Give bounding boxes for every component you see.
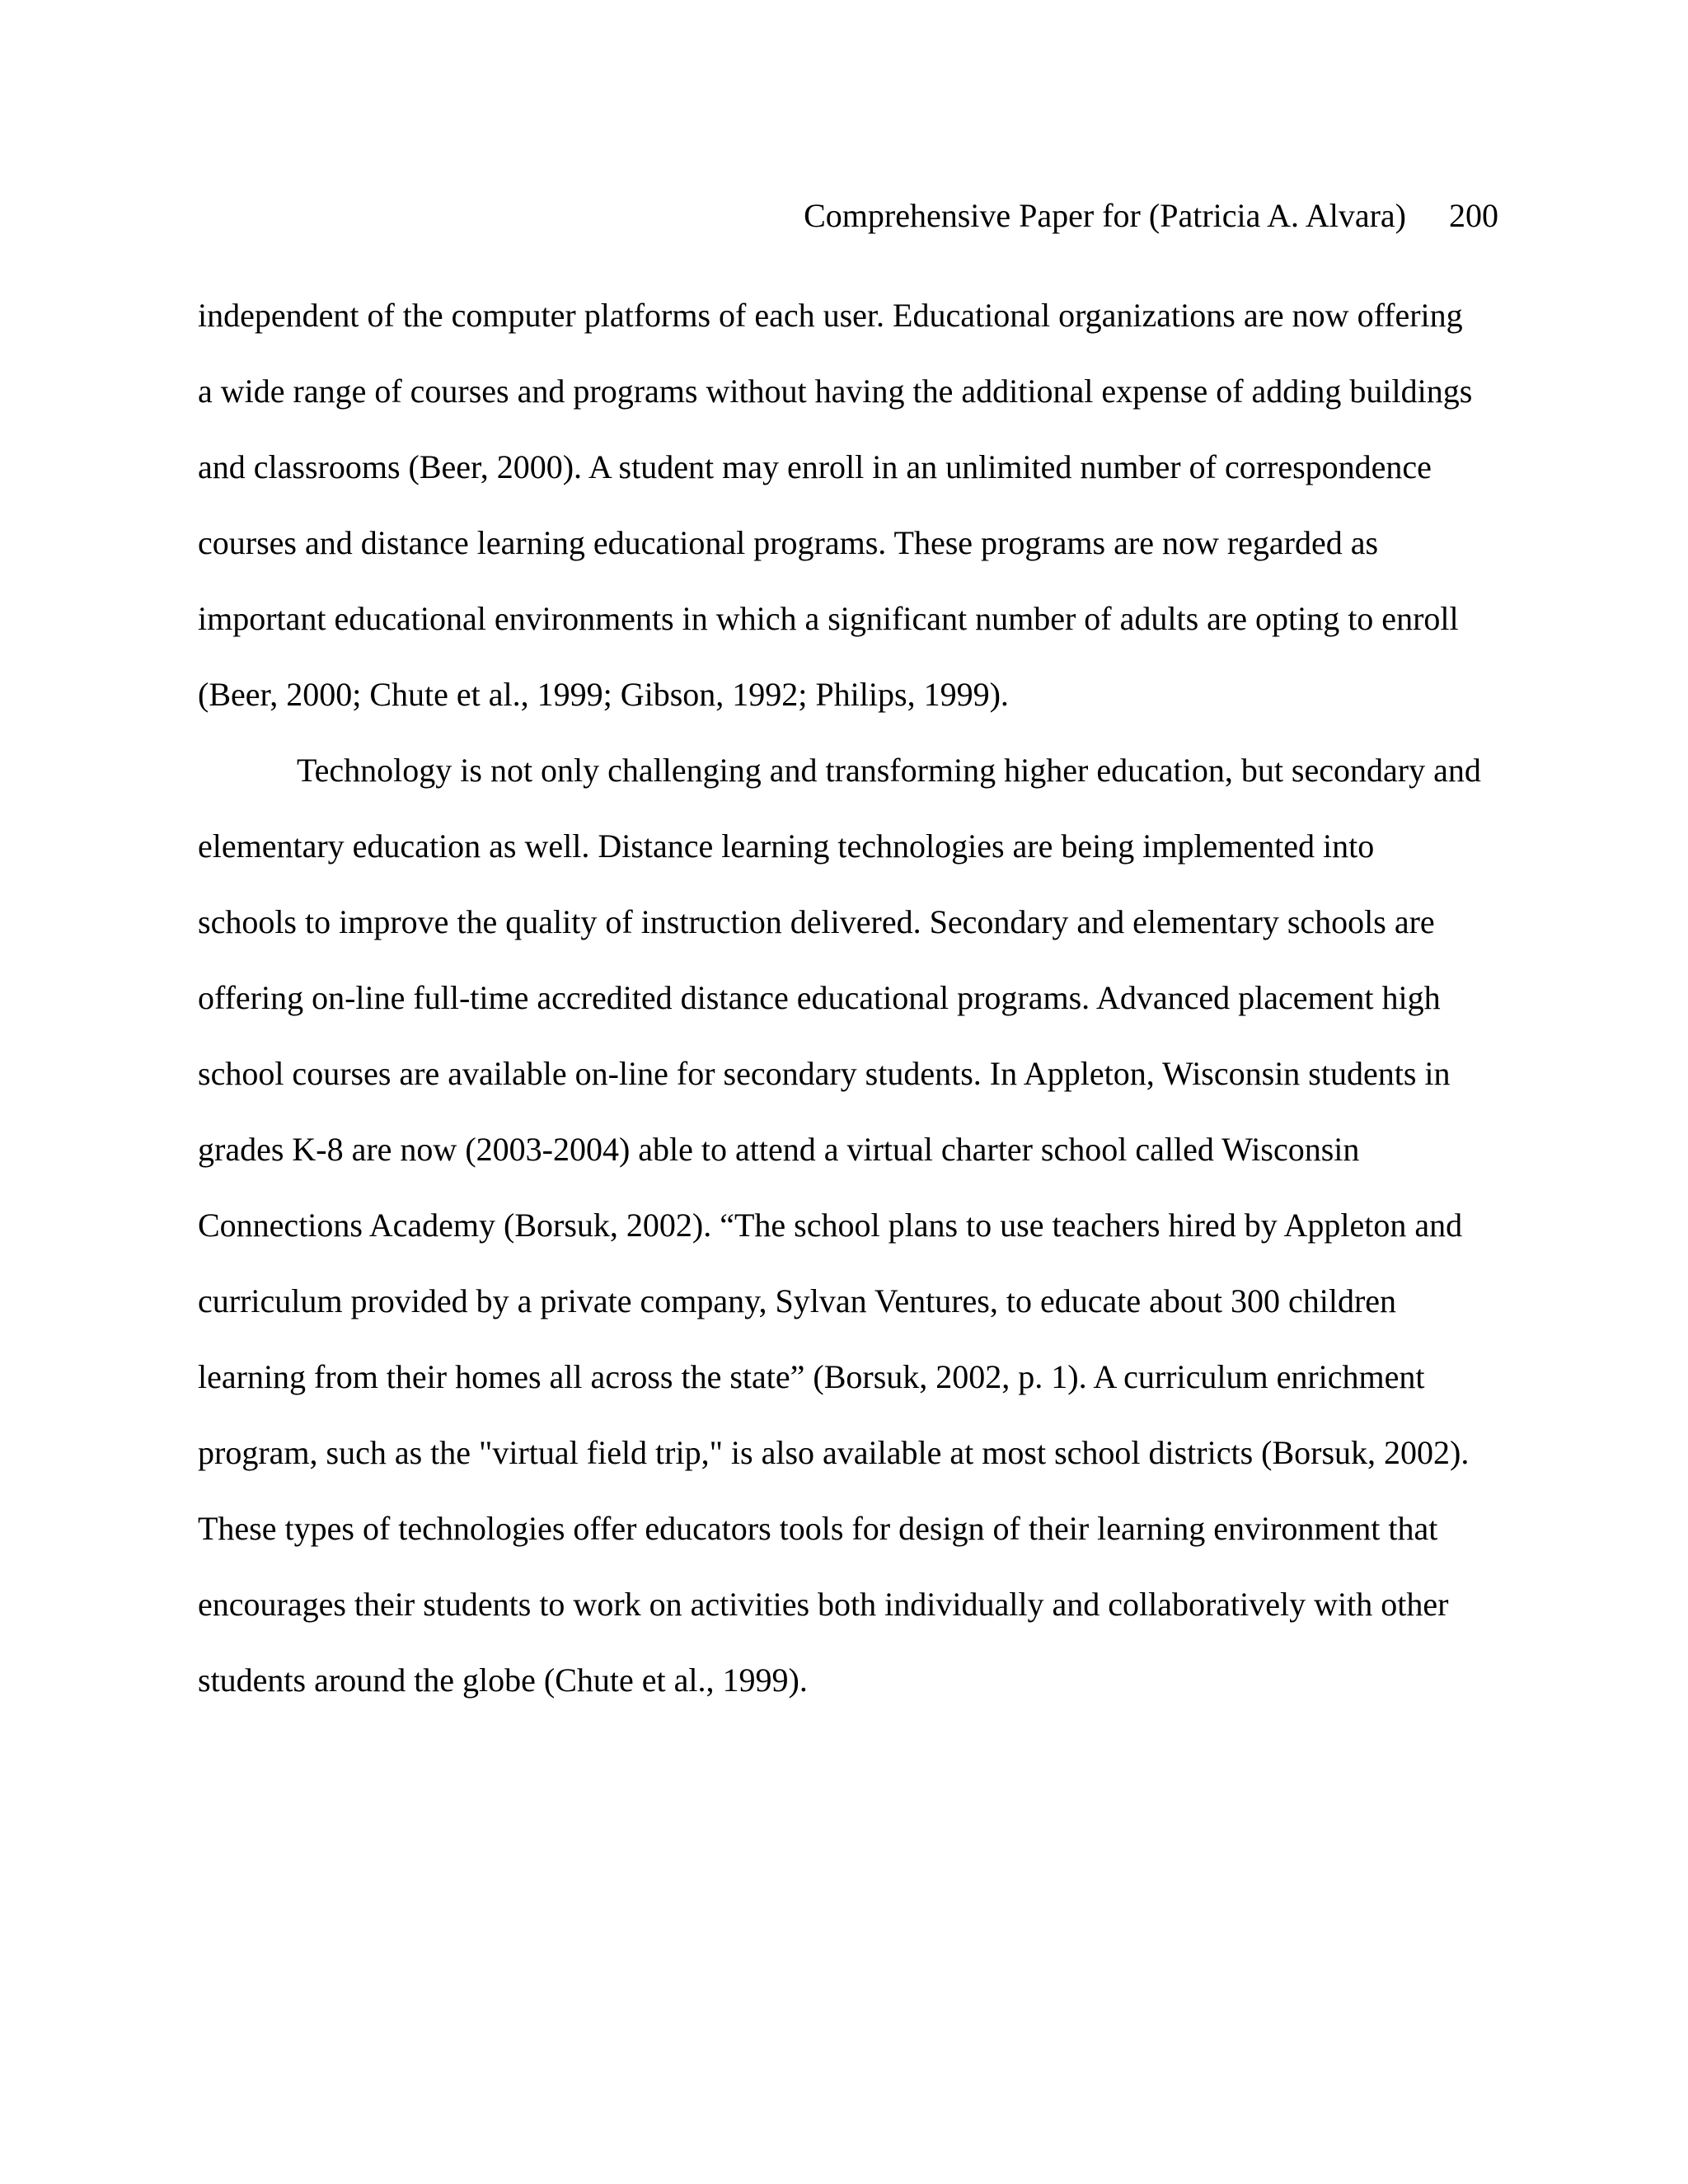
page-number: 200: [1449, 197, 1498, 234]
text-line: courses and distance learning educational programs. These programs are now regarded as: [198, 524, 1379, 561]
text-line: (Beer, 2000; Chute et al., 1999; Gibson, 1992; Philips, 1999).: [198, 676, 1009, 713]
text-line: schools to improve the quality of instruction delivered. Secondary and elementary schools are: [198, 903, 1435, 940]
paragraph-first-line: Technology is not only challenging and transforming higher education, but secondary and: [297, 752, 1481, 789]
running-head-title: Comprehensive Paper for (Patricia A. Alvara): [804, 197, 1406, 234]
text-line: school courses are available on-line for secondary students. In Appleton, Wisconsin students in: [198, 1055, 1451, 1092]
text-line: elementary education as well. Distance learning technologies are being implemented into: [198, 827, 1375, 865]
text-line: learning from their homes all across the state” (Borsuk, 2002, p. 1). A curriculum enrichment: [198, 1358, 1425, 1395]
text-line: curriculum provided by a private company, Sylvan Ventures, to educate about 300 children: [198, 1282, 1397, 1319]
text-line: offering on-line full-time accredited distance educational programs. Advanced placement high: [198, 979, 1441, 1016]
text-line: These types of technologies offer educators tools for design of their learning environment that: [198, 1510, 1438, 1547]
text-line: grades K-8 are now (2003-2004) able to attend a virtual charter school called Wisconsin: [198, 1131, 1360, 1168]
text-line: students around the globe (Chute et al., 1999).: [198, 1661, 808, 1699]
text-line: independent of the computer platforms of each user. Educational organizations are now offering: [198, 297, 1463, 334]
running-head: [804, 194, 1498, 237]
text-line: and classrooms (Beer, 2000). A student may enroll in an unlimited number of correspondence: [198, 448, 1432, 485]
text-line: a wide range of courses and programs without having the additional expense of adding buildings: [198, 373, 1473, 410]
text-line: Connections Academy (Borsuk, 2002). “The school plans to use teachers hired by Appleton and: [198, 1207, 1463, 1244]
text-line: program, such as the "virtual field trip," is also available at most school districts (Borsuk, 2002).: [198, 1434, 1470, 1471]
body-text: [198, 294, 1481, 1735]
text-line: encourages their students to work on activities both individually and collaboratively with other: [198, 1586, 1449, 1623]
text-line: important educational environments in which a significant number of adults are opting to enroll: [198, 600, 1459, 637]
